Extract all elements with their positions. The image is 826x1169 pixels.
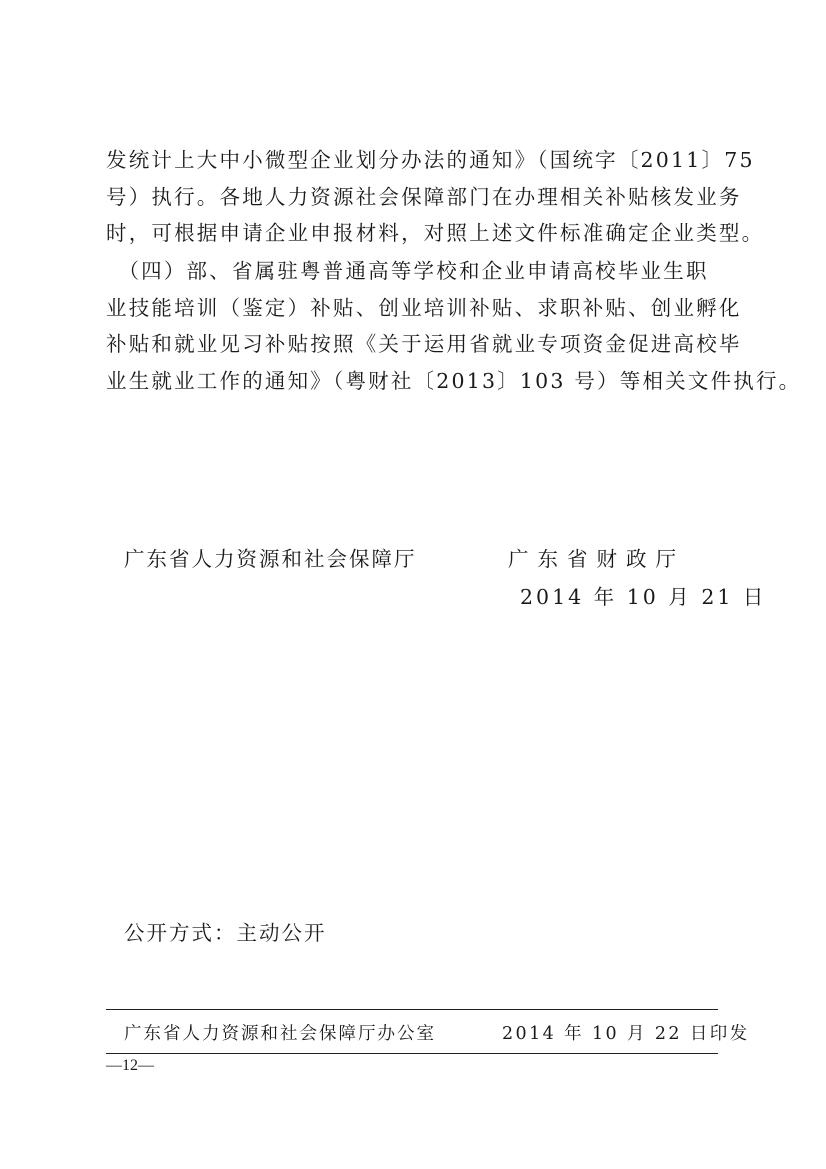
paragraph-line: 时，可根据申请企业申报材料，对照上述文件标准确定企业类型。: [106, 221, 765, 246]
footer-issuer: 广东省人力资源和社会保障厅办公室: [124, 1024, 436, 1044]
paragraph-line: 补贴和就业见习补贴按照《关于运用省就业专项资金促进高校毕: [106, 332, 742, 357]
footer-print-date: 2014 年 10 月 22 日印发: [502, 1024, 750, 1044]
body-paragraph-2: [106, 253, 802, 400]
paragraph-line: 业生就业工作的通知》（粤财社〔2013〕103 号）等相关文件执行。: [106, 369, 802, 394]
signature-right-org: 广东省财政厅: [508, 547, 685, 571]
page-number: —12—: [106, 1057, 154, 1074]
signature-date: 2014 年 10 月 21 日: [520, 585, 767, 609]
footer-top-rule: [106, 1009, 718, 1010]
paragraph-line: 发统计上大中小微型企业划分办法的通知》（国统字〔2011〕75: [106, 148, 755, 172]
body-paragraph-1: [106, 142, 765, 252]
paragraph-line: 业技能培训（鉴定）补贴、创业培训补贴、求职补贴、创业孵化: [106, 295, 742, 320]
footer-bottom-rule: [106, 1053, 718, 1054]
disclosure-method: 公开方式：主动公开: [124, 921, 327, 945]
signature-left-org: 广东省人力资源和社会保障厅: [124, 547, 417, 571]
paragraph-line: （四）部、省属驻粤普通高等学校和企业申请高校毕业生职: [106, 259, 709, 283]
paragraph-line: 号）执行。各地人力资源社会保障部门在办理相关补贴核发业务: [106, 184, 742, 209]
